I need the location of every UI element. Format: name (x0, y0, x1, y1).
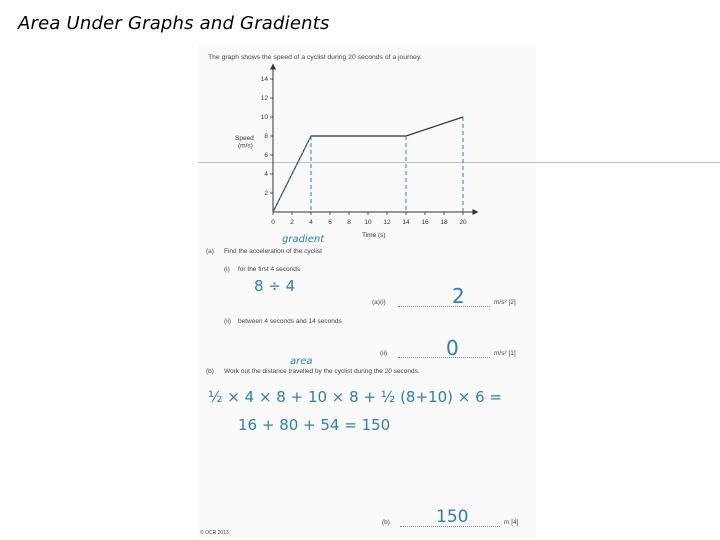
y-tick-label: 4 (264, 171, 268, 179)
unit-a-i: m/s² [2] (494, 299, 516, 306)
x-axis-label: Time (s) (362, 232, 386, 239)
answer-b: 150 (436, 507, 469, 527)
answer-label-a-i: (a)(i) (372, 299, 386, 306)
answer-label-b: (b) (382, 519, 390, 526)
y-tick-label: 2 (264, 190, 268, 198)
answer-label-a-ii: (ii) (380, 350, 388, 357)
part-a-i-num: (i) (224, 266, 230, 273)
y-axis-label-unit: (m/s) (238, 142, 253, 150)
speed-line (273, 117, 463, 212)
y-tick-label: 14 (260, 76, 268, 84)
x-tick-label: 8 (347, 219, 351, 226)
part-b-label: (b) (206, 368, 214, 375)
unit-a-ii: m/s² [1] (494, 350, 516, 357)
x-tick-label: 2 (290, 219, 294, 226)
x-tick-label: 14 (402, 219, 410, 226)
x-tick-label: 16 (421, 219, 429, 226)
x-tick-label: 12 (383, 219, 391, 226)
slide-title: Area Under Graphs and Gradients (18, 13, 330, 34)
part-a-i-text: for the first 4 seconds (238, 266, 301, 273)
gradient-note: gradient (282, 234, 325, 245)
answer-line-a-i (398, 300, 490, 307)
working-b-line2: 16 + 80 + 54 = 150 (238, 416, 391, 434)
gradient-highlight (273, 136, 311, 212)
part-a-ii-num: (ii) (224, 318, 232, 325)
x-tick-label: 0 (271, 219, 275, 226)
part-b-text: Work out the distance travelled by the cyclist during the 20 seconds. (224, 368, 420, 375)
question-intro: The graph shows the speed of a cyclist during 20 seconds of a journey. (208, 54, 422, 61)
part-a-text: Find the acceleration of the cyclist (224, 248, 322, 255)
part-a-label: (a) (206, 248, 214, 255)
y-tick-label: 6 (264, 152, 268, 160)
x-tick-label: 20 (459, 219, 467, 226)
y-tick-label: 12 (260, 95, 268, 103)
x-tick-label: 4 (309, 219, 313, 226)
x-tick-label: 10 (364, 219, 372, 226)
working-b-line1: ½ × 4 × 8 + 10 × 8 + ½ (8+10) × 6 = (208, 388, 502, 406)
unit-b: m [4] (504, 519, 519, 526)
area-note: area (290, 356, 313, 367)
answer-a-i: 2 (452, 284, 465, 308)
copyright-notice: © OCR 2013 (200, 530, 229, 536)
y-tick-label: 10 (260, 114, 268, 122)
x-axis-arrow (473, 209, 479, 215)
y-axis-label: Speed (235, 134, 254, 142)
x-tick-label: 6 (328, 219, 332, 226)
answer-a-ii: 0 (446, 336, 459, 360)
y-axis-arrow (270, 64, 276, 70)
part-a-ii-text: between 4 seconds and 14 seconds (238, 318, 342, 325)
working-a-i: 8 ÷ 4 (254, 277, 296, 295)
y-tick-label: 8 (264, 133, 268, 141)
speed-time-graph (230, 62, 480, 242)
x-tick-label: 18 (440, 219, 448, 226)
answer-line-a-ii (398, 351, 490, 358)
